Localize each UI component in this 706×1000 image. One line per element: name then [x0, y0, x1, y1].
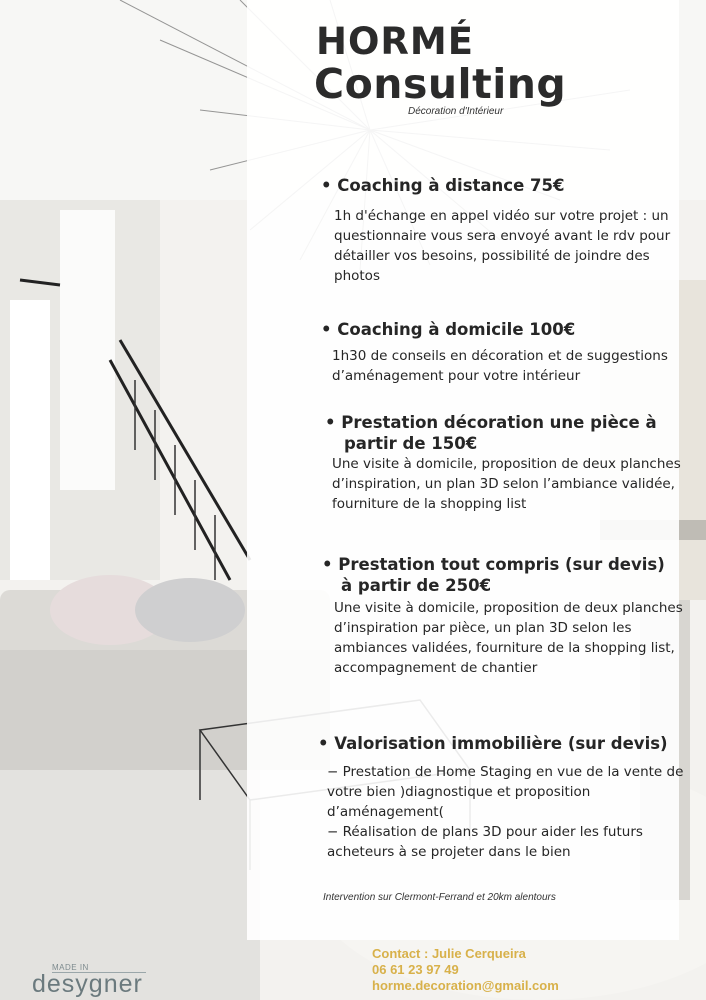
service-desc-line: photos: [334, 268, 380, 284]
service-all-inclusive: [322, 554, 684, 678]
brand-name: HORMÉ: [316, 20, 475, 63]
brand-subtitle: Consulting: [314, 60, 567, 108]
desygner-logo: desygner: [32, 970, 143, 998]
service-desc-line: votre bien )diagnostique et proposition: [327, 784, 591, 800]
service-title: • Valorisation immobilière (sur devis): [318, 734, 668, 753]
service-desc-line: 1h30 de conseils en décoration et de suggestions: [332, 348, 668, 364]
service-desc-line: questionnaire vous sera envoyé avant le rdv pour: [334, 228, 671, 244]
service-title: • Coaching à distance 75€: [321, 176, 565, 195]
brand-tagline: Décoration d'Intérieur: [408, 106, 504, 117]
service-desc-line: d’aménagement(: [327, 804, 444, 820]
service-title: • Coaching à domicile 100€: [321, 320, 576, 339]
service-title: • Prestation décoration une pièce à: [325, 413, 657, 432]
made-in-label: MADE IN: [52, 963, 89, 972]
contact-block: [372, 946, 559, 994]
service-area-note: Intervention sur Clermont-Ferrand et 20km alentours: [323, 892, 556, 903]
service-remote-coaching: [321, 175, 681, 286]
service-desc-line: détailler vos besoins, possibilité de joindre des: [334, 248, 650, 264]
service-title-continued: partir de 150€: [344, 434, 478, 453]
contact-name: Contact : Julie Cerqueira: [372, 946, 526, 961]
contact-email[interactable]: horme.decoration@gmail.com: [372, 978, 559, 993]
service-desc-line: accompagnement de chantier: [334, 660, 538, 676]
contact-phone[interactable]: 06 61 23 97 49: [372, 962, 459, 977]
service-desc-line: − Prestation de Home Staging en vue de la vente de: [327, 764, 684, 780]
service-real-estate-valuation: [318, 733, 684, 862]
service-room-decoration: [325, 412, 685, 514]
service-desc-line: Une visite à domicile, proposition de deux planches: [334, 600, 683, 616]
service-desc-line: d’inspiration, un plan 3D selon l’ambiance validée,: [332, 476, 675, 492]
service-desc-line: d’aménagement pour votre intérieur: [332, 368, 581, 384]
service-home-coaching: [321, 319, 681, 386]
service-desc-line: acheteurs à se projeter dans le bien: [327, 844, 571, 860]
service-desc-line: Une visite à domicile, proposition de deux planches: [332, 456, 681, 472]
service-title: • Prestation tout compris (sur devis): [322, 555, 665, 574]
service-desc-line: fourniture de la shopping list: [332, 496, 527, 512]
service-desc-line: d’inspiration par pièce, un plan 3D selon les: [334, 620, 632, 636]
service-desc-line: ambiances validées, fourniture de la shopping list,: [334, 640, 675, 656]
service-desc-line: 1h d'échange en appel vidéo sur votre projet : un: [334, 208, 669, 224]
service-title-continued: à partir de 250€: [341, 576, 492, 595]
service-desc-line: − Réalisation de plans 3D pour aider les futurs: [327, 824, 643, 840]
